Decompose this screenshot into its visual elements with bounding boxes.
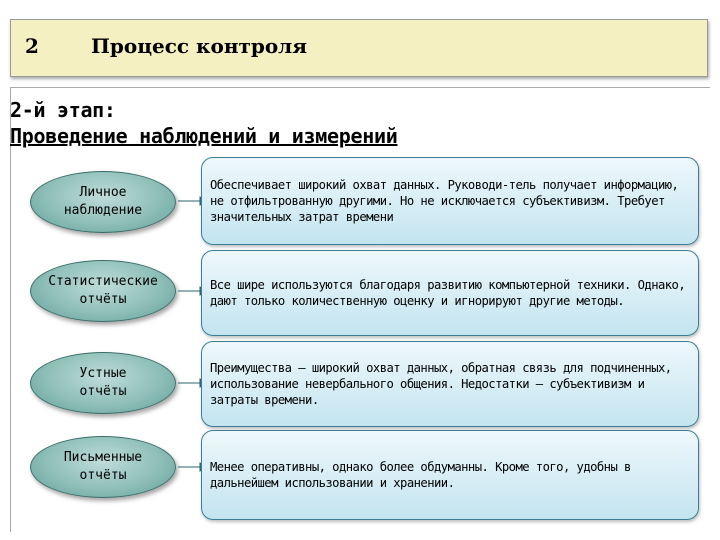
- description-box-statistical-reports: [201, 250, 699, 336]
- description-box-oral-reports: [201, 341, 699, 427]
- section-number: 2: [25, 34, 39, 58]
- description-text: Все шире используются благодаря развитию компьютерной техники. Однако, дают только количественную оценку и игнорируют другие методы.: [210, 278, 686, 308]
- method-oval-oral-reports: Устные отчёты: [30, 352, 176, 414]
- slide-header: [10, 19, 708, 77]
- description-text: Менее оперативны, однако более обдуманны. Кроме того, удобны в дальнейшем использовании и хранении.: [210, 460, 631, 490]
- description-box-personal-observation: [201, 157, 699, 245]
- slide-title: Процесс контроля: [91, 34, 308, 58]
- description-text: Обеспечивает широкий охват данных. Руководи-тель получает информацию, не отфильтрованную другими. Но не исключается субъективизм. Требует значительных затрат времени: [210, 178, 679, 224]
- stage-label: 2-й этап:: [10, 98, 116, 122]
- description-box-written-reports: [201, 430, 699, 520]
- method-oval-written-reports: Письменные отчёты: [30, 436, 176, 498]
- method-oval-statistical-reports: Статистические отчёты: [30, 260, 176, 322]
- description-text: Преимущества – широкий охват данных, обратная связь для подчиненных, использование невербального общения. Недостатки – субъективизм и затраты времени.: [210, 361, 672, 407]
- method-oval-personal-observation: Личное наблюдение: [30, 171, 176, 233]
- stage-title: Проведение наблюдений и измерений: [10, 124, 398, 148]
